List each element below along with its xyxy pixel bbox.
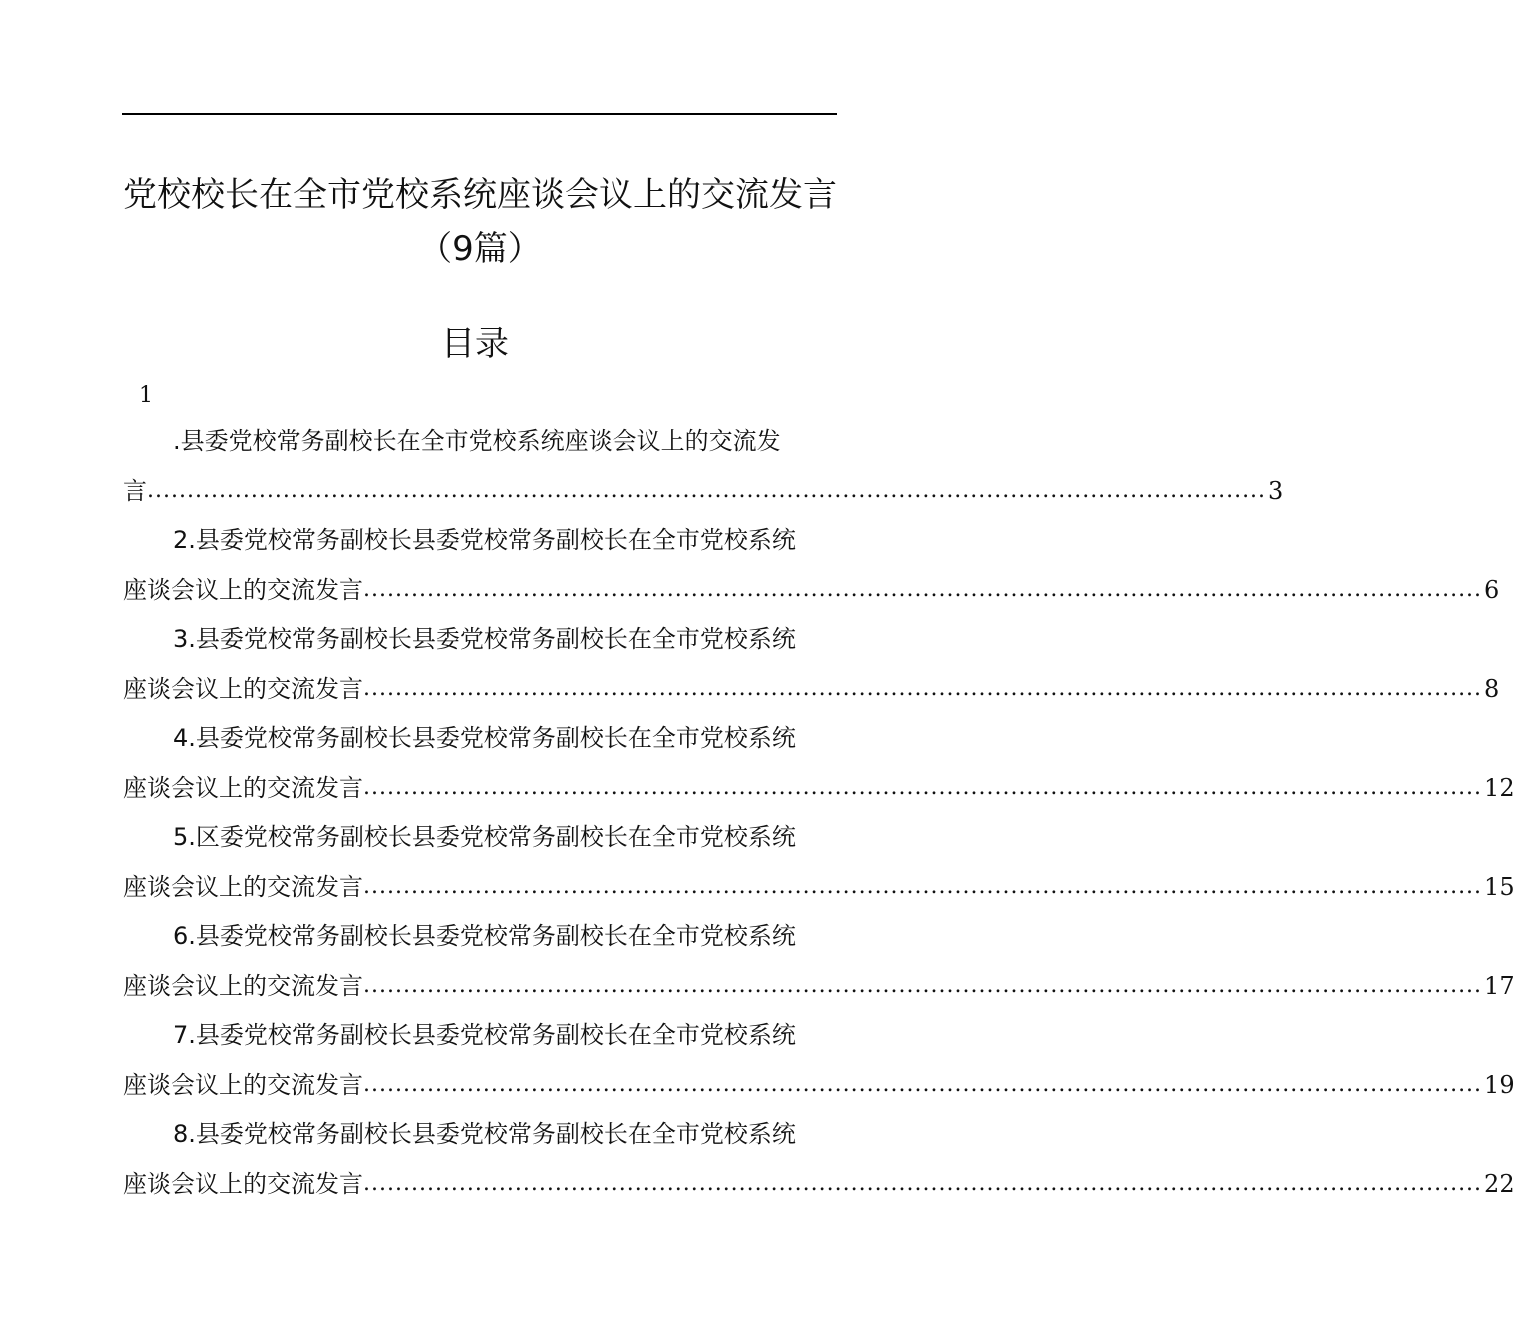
toc-entry-title[interactable]: 8.县委党校常务副校长县委党校常务副校长在全市党校系统 (173, 1120, 796, 1148)
toc-page-number: 6 (1484, 576, 1500, 604)
toc-entry-title-end: 座谈会议上的交流发言 (123, 873, 363, 901)
toc-entry-continuation[interactable] (123, 771, 1515, 805)
toc-entry-continuation[interactable] (123, 969, 1515, 1003)
toc-dot-leader: ............................................................................................................................................ (363, 1072, 1483, 1097)
toc-entry-title[interactable]: 3.县委党校常务副校长县委党校常务副校长在全市党校系统 (173, 625, 796, 653)
toc-entry-title-end: 座谈会议上的交流发言 (123, 774, 363, 802)
toc-entry-title-end: 座谈会议上的交流发言 (123, 675, 363, 703)
toc-entry-title[interactable]: 7.县委党校常务副校长县委党校常务副校长在全市党校系统 (173, 1021, 796, 1049)
toc-entry-continuation[interactable] (123, 573, 1500, 607)
toc-entry-title[interactable]: 6.县委党校常务副校长县委党校常务副校长在全市党校系统 (173, 922, 796, 950)
toc-page-number: 17 (1484, 972, 1515, 1000)
toc-heading: 目录 (441, 324, 509, 364)
toc-dot-leader: ............................................................................................................................................ (363, 973, 1483, 998)
toc-page-number: 8 (1484, 675, 1500, 703)
toc-entry-title-end: 座谈会议上的交流发言 (123, 972, 363, 1000)
toc-dot-leader: ............................................................................................................................................ (363, 775, 1483, 800)
toc-dot-leader: ............................................................................................................................................ (363, 874, 1483, 899)
toc-entry-title[interactable]: 2.县委党校常务副校长县委党校常务副校长在全市党校系统 (173, 526, 796, 554)
toc-entry-title-end: 座谈会议上的交流发言 (123, 1170, 363, 1198)
toc-entry-continuation[interactable] (123, 1068, 1515, 1102)
toc-entry-title[interactable]: .县委党校常务副校长在全市党校系统座谈会议上的交流发 (173, 427, 781, 455)
toc-entry-title[interactable]: 5.区委党校常务副校长县委党校常务副校长在全市党校系统 (173, 823, 796, 851)
document-title: 党校校长在全市党校系统座谈会议上的交流发言（9篇） (123, 175, 837, 269)
header-rule (122, 113, 837, 115)
toc-entry-title-end: 座谈会议上的交流发言 (123, 576, 363, 604)
toc-first-number: 1 (139, 383, 153, 408)
toc-dot-leader: ............................................................................................................................................ (147, 478, 1267, 503)
toc-page-number: 3 (1268, 477, 1284, 505)
toc-entry-title-end: 座谈会议上的交流发言 (123, 1071, 363, 1099)
toc-page-number: 12 (1484, 774, 1515, 802)
toc-dot-leader: ............................................................................................................................................ (363, 1171, 1483, 1196)
toc-entry-continuation[interactable] (123, 1167, 1515, 1201)
toc-entry-title[interactable]: 4.县委党校常务副校长县委党校常务副校长在全市党校系统 (173, 724, 796, 752)
toc-entry-continuation[interactable] (123, 474, 1284, 508)
toc-page-number: 19 (1484, 1071, 1515, 1099)
toc-page-number: 22 (1484, 1170, 1515, 1198)
toc-entry-continuation[interactable] (123, 672, 1500, 706)
toc-dot-leader: ............................................................................................................................................ (363, 577, 1483, 602)
toc-dot-leader: ............................................................................................................................................ (363, 676, 1483, 701)
toc-entry-title-end: 言 (123, 477, 147, 505)
toc-entry-continuation[interactable] (123, 870, 1515, 904)
toc-page-number: 15 (1484, 873, 1515, 901)
